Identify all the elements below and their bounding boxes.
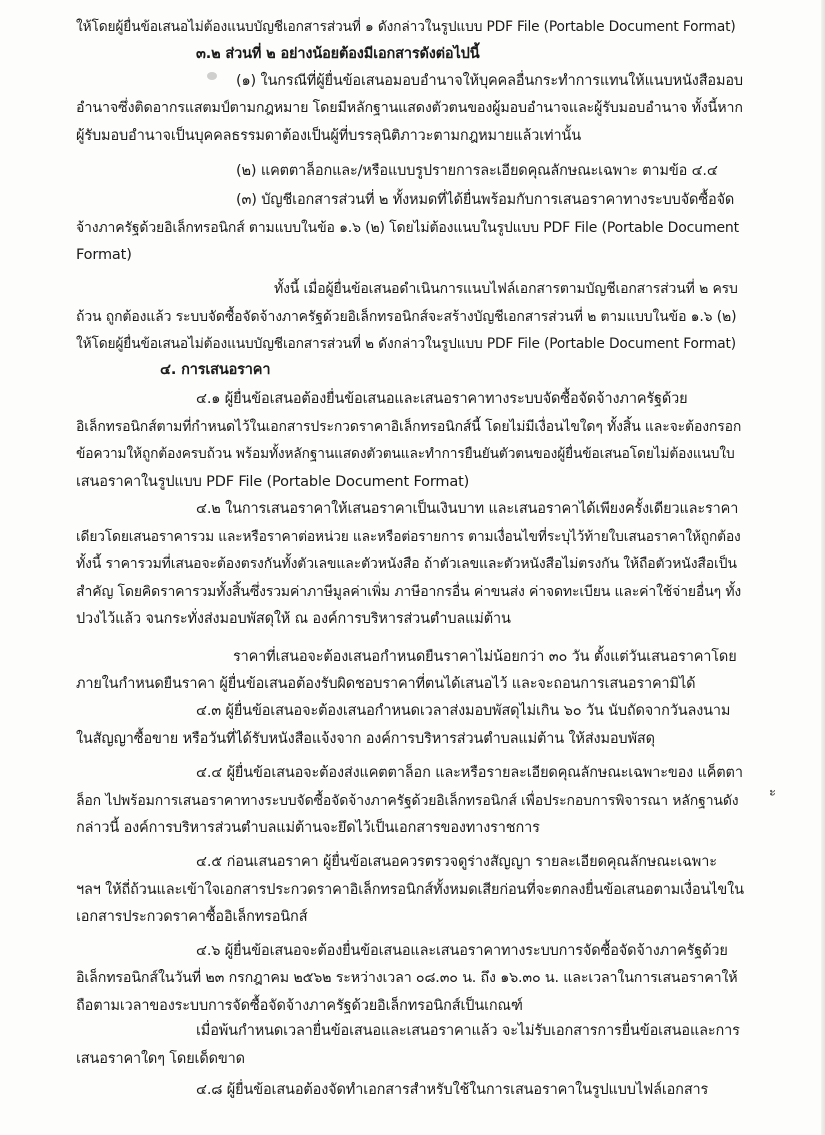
text-line: ในสัญญาซื้อขาย หรือวันที่ได้รับหนังสือแจ้งจาก องค์การบริหารส่วนตำบลแม่ต้าน ให้ส่งมอบพัสดุ xyxy=(76,731,655,747)
section-heading: ๔. การเสนอราคา xyxy=(160,362,271,378)
text-line: เดียวโดยเสนอราคารวม และหรือราคาต่อหน่วย และหรือต่อรายการ ตามเงื่อนไขที่ระบุไว้ท้ายใบเสนอราคาให้ถูกต้อง xyxy=(76,529,741,545)
text-line: เมื่อพ้นกำหนดเวลายื่นข้อเสนอและเสนอราคาแล้ว จะไม่รับเอกสารการยื่นข้อเสนอและการ xyxy=(196,1023,740,1039)
text-line: ๔.๔ ผู้ยื่นข้อเสนอจะต้องส่งแคตตาล็อก และหรือรายละเอียดคุณลักษณะเฉพาะของ แค็ตตา xyxy=(196,765,743,781)
text-line: ล็อก ไปพร้อมการเสนอราคาทางระบบจัดซื้อจัดจ้างภาครัฐด้วยอิเล็กทรอนิกส์ เพื่อประกอบการพิจารณา หลักฐานดัง xyxy=(76,793,739,809)
section-heading: ๓.๒ ส่วนที่ ๒ อย่างน้อยต้องมีเอกสารดังต่อไปนี้ xyxy=(196,46,480,62)
text-line: ๔.๕ ก่อนเสนอราคา ผู้ยื่นข้อเสนอควรตรวจดูร่างสัญญา รายละเอียดคุณลักษณะเฉพาะ xyxy=(196,854,717,870)
text-line: ทั้งนี้ เมื่อผู้ยื่นข้อเสนอดำเนินการแนบไฟล์เอกสารตามบัญชีเอกสารส่วนที่ ๒ ครบ xyxy=(274,281,738,297)
text-line: ถือตามเวลาของระบบการจัดซื้อจัดจ้างภาครัฐด้วยอิเล็กทรอนิกส์เป็นเกณฑ์ xyxy=(76,998,523,1014)
text-line: จ้างภาครัฐด้วยอิเล็กทรอนิกส์ ตามแบบในข้อ ๑.๖ (๒) โดยไม่ต้องแนบในรูปแบบ PDF File (Portable Document xyxy=(76,220,739,236)
text-line: อิเล็กทรอนิกส์ในวันที่ ๒๓ กรกฎาคม ๒๕๖๒ ระหว่างเวลา ๐๘.๓๐ น. ถึง ๑๖.๓๐ น. และเวลาในการเสนอราคาให้ xyxy=(76,970,738,986)
text-line: ๔.๒ ในการเสนอราคาให้เสนอราคาเป็นเงินบาท และเสนอราคาได้เพียงครั้งเดียวและราคา xyxy=(196,501,739,517)
text-line: ๔.๖ ผู้ยื่นข้อเสนอจะต้องยื่นข้อเสนอและเสนอราคาทางระบบการจัดซื้อจัดจ้างภาครัฐด้วย xyxy=(196,943,728,959)
text-line: ให้โดยผู้ยื่นข้อเสนอไม่ต้องแนบบัญชีเอกสารส่วนที่ ๑ ดังกล่าวในรูปแบบ PDF File (Portable Document Format) xyxy=(76,19,736,35)
text-line: อิเล็กทรอนิกส์ตามที่กำหนดไว้ในเอกสารประกวดราคาอิเล็กทรอนิกส์นี้ โดยไม่มีเงื่อนไขใดๆ ทั้งสิ้น และจะต้องกรอก xyxy=(76,419,742,435)
text-line: (๒) แคตตาล็อกและ/หรือแบบรูปรายการละเอียดคุณลักษณะเฉพาะ ตามข้อ ๔.๔ xyxy=(236,163,718,179)
text-line: ทั้งนี้ ราคารวมที่เสนอจะต้องตรงกันทั้งตัวเลขและตัวหนังสือ ถ้าตัวเลขและตัวหนังสือไม่ตรงกัน ให้ถือตัวหนังสือเป็น xyxy=(76,556,737,572)
text-line: (๓) บัญชีเอกสารส่วนที่ ๒ ทั้งหมดที่ได้ยื่นพร้อมกับการเสนอราคาทางระบบจัดซื้อจัด xyxy=(236,192,735,208)
text-line: เสนอราคาในรูปแบบ PDF File (Portable Document Format) xyxy=(76,474,470,490)
text-line: ๔.๓ ผู้ยื่นข้อเสนอจะต้องเสนอกำหนดเวลาส่งมอบพัสดุไม่เกิน ๖๐ วัน นับถัดจากวันลงนาม xyxy=(196,703,731,719)
text-line: ราคาที่เสนอจะต้องเสนอกำหนดยืนราคาไม่น้อยกว่า ๓๐ วัน ตั้งแต่วันเสนอราคาโดย xyxy=(233,649,737,665)
text-line: ให้โดยผู้ยื่นข้อเสนอไม่ต้องแนบบัญชีเอกสารส่วนที่ ๒ ดังกล่าวในรูปแบบ PDF File (Portable Document Format) xyxy=(76,336,736,352)
text-line: เสนอราคาใดๆ โดยเด็ดขาด xyxy=(76,1051,245,1067)
text-line: ถ้วน ถูกต้องแล้ว ระบบจัดซื้อจัดจ้างภาครัฐด้วยอิเล็กทรอนิกส์จะสร้างบัญชีเอกสารส่วนที่ ๒ ตามแบบในข้อ ๑.๖ (๒) xyxy=(76,309,737,325)
text-line: กล่าวนี้ องค์การบริหารส่วนตำบลแม่ต้านจะยึดไว้เป็นเอกสารของทางราชการ xyxy=(76,820,540,836)
text-line: ๔.๑ ผู้ยื่นข้อเสนอต้องยื่นข้อเสนอและเสนอราคาทางระบบจัดซื้อจัดจ้างภาครัฐด้วย xyxy=(196,391,688,407)
text-line: สำคัญ โดยคิดราคารวมทั้งสิ้นซึ่งรวมค่าภาษีมูลค่าเพิ่ม ภาษีอากรอื่น ค่าขนส่ง ค่าจดทะเบียน และค่าใช้จ่ายอื่นๆ ทั้ง xyxy=(76,584,742,600)
text-line: ปวงไว้แล้ว จนกระทั่งส่งมอบพัสดุให้ ณ องค์การบริหารส่วนตำบลแม่ต้าน xyxy=(76,611,511,627)
text-line: อำนาจซึ่งติดอากรแสตมป์ตามกฎหมาย โดยมีหลักฐานแสดงตัวตนของผู้มอบอำนาจและผู้รับมอบอำนาจ ทั้งนี้หาก xyxy=(76,100,743,116)
text-line: ๔.๘ ผู้ยื่นข้อเสนอต้องจัดทำเอกสารสำหรับใช้ในการเสนอราคาในรูปแบบไฟล์เอกสาร xyxy=(196,1082,709,1098)
scan-edge xyxy=(821,0,825,1135)
text-line: ภายในกำหนดยืนราคา ผู้ยื่นข้อเสนอต้องรับผิดชอบราคาที่ตนได้เสนอไว้ และจะถอนการเสนอราคามิได้ xyxy=(76,676,696,692)
margin-mark: ะ xyxy=(769,785,776,800)
text-line: (๑) ในกรณีที่ผู้ยื่นข้อเสนอมอบอำนาจให้บุคคลอื่นกระทำการแทนให้แนบหนังสือมอบ xyxy=(236,73,743,89)
text-line: ข้อความให้ถูกต้องครบถ้วน พร้อมทั้งหลักฐานแสดงตัวตนและทำการยืนยันตัวตนของผู้ยื่นข้อเสนอโดยไม่ต้องแนบใบ xyxy=(76,446,735,462)
scan-smudge xyxy=(207,72,217,80)
text-line: ฯลฯ ให้ถี่ถ้วนและเข้าใจเอกสารประกวดราคาอิเล็กทรอนิกส์ทั้งหมดเสียก่อนที่จะตกลงยื่นข้อเสนอตามเงื่อนไขใน xyxy=(76,882,744,898)
text-line: เอกสารประกวดราคาซื้ออิเล็กทรอนิกส์ xyxy=(76,909,308,925)
text-line: ผู้รับมอบอำนาจเป็นบุคคลธรรมดาต้องเป็นผู้ที่บรรลุนิติภาวะตามกฎหมายแล้วเท่านั้น xyxy=(76,128,581,144)
text-line: Format) xyxy=(76,247,132,263)
